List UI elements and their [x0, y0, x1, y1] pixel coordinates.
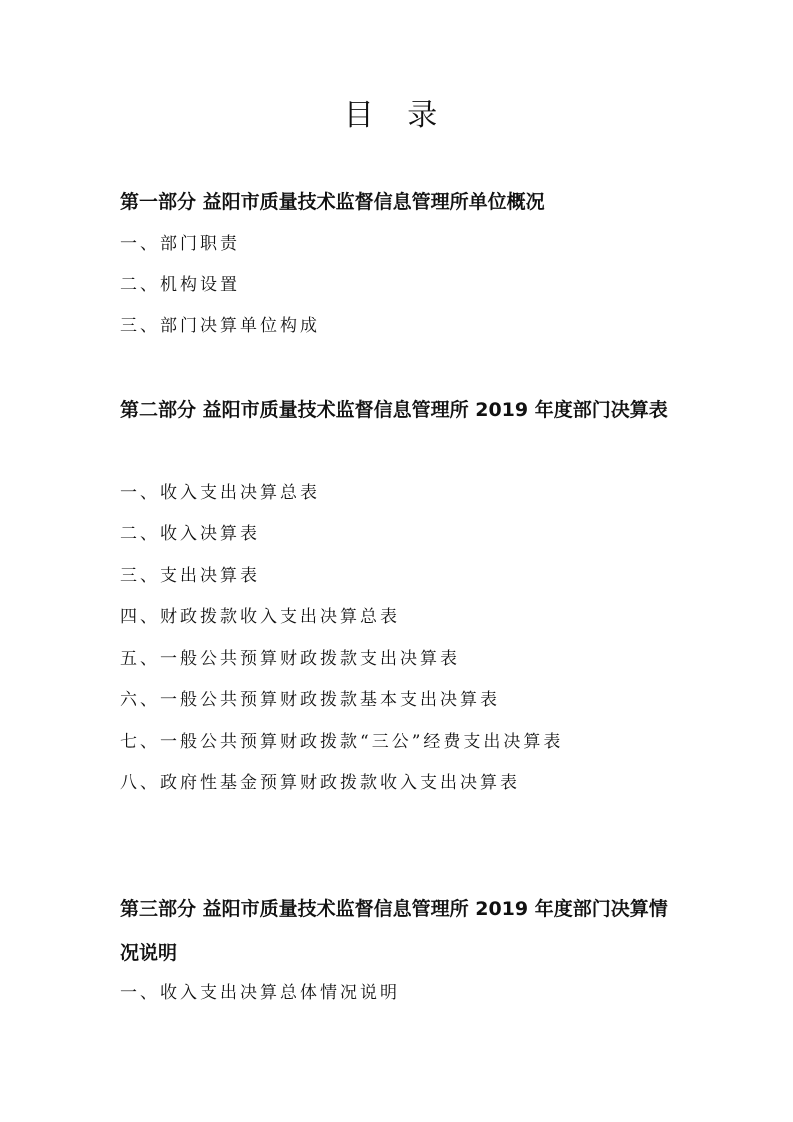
part1-heading: 第一部分 益阳市质量技术监督信息管理所单位概况 [120, 191, 545, 213]
part3-heading: 第三部分 益阳市质量技术监督信息管理所 2019 年度部门决算情况说明 [120, 898, 668, 964]
part2-item-3: 三、支出决算表 [120, 566, 260, 586]
part2-heading: 第二部分 益阳市质量技术监督信息管理所 2019 年度部门决算表 [120, 399, 668, 421]
part2-item-8: 八、政府性基金预算财政拨款收入支出决算表 [120, 773, 520, 793]
part3-item-1: 一、收入支出决算总体情况说明 [120, 983, 400, 1003]
part2-item-7: 七、一般公共预算财政拨款“三公”经费支出决算表 [120, 732, 564, 752]
part1-item-2: 二、机构设置 [120, 275, 240, 295]
part1-item-3: 三、部门决算单位构成 [120, 316, 320, 336]
part2-item-2: 二、收入决算表 [120, 524, 260, 544]
part1-item-1: 一、部门职责 [120, 234, 240, 254]
part2-item-4: 四、财政拨款收入支出决算总表 [120, 607, 400, 627]
part2-item-5: 五、一般公共预算财政拨款支出决算表 [120, 649, 460, 669]
part2-item-6: 六、一般公共预算财政拨款基本支出决算表 [120, 690, 500, 710]
toc-title: 目 录 [343, 98, 450, 133]
part2-item-1: 一、收入支出决算总表 [120, 483, 320, 503]
